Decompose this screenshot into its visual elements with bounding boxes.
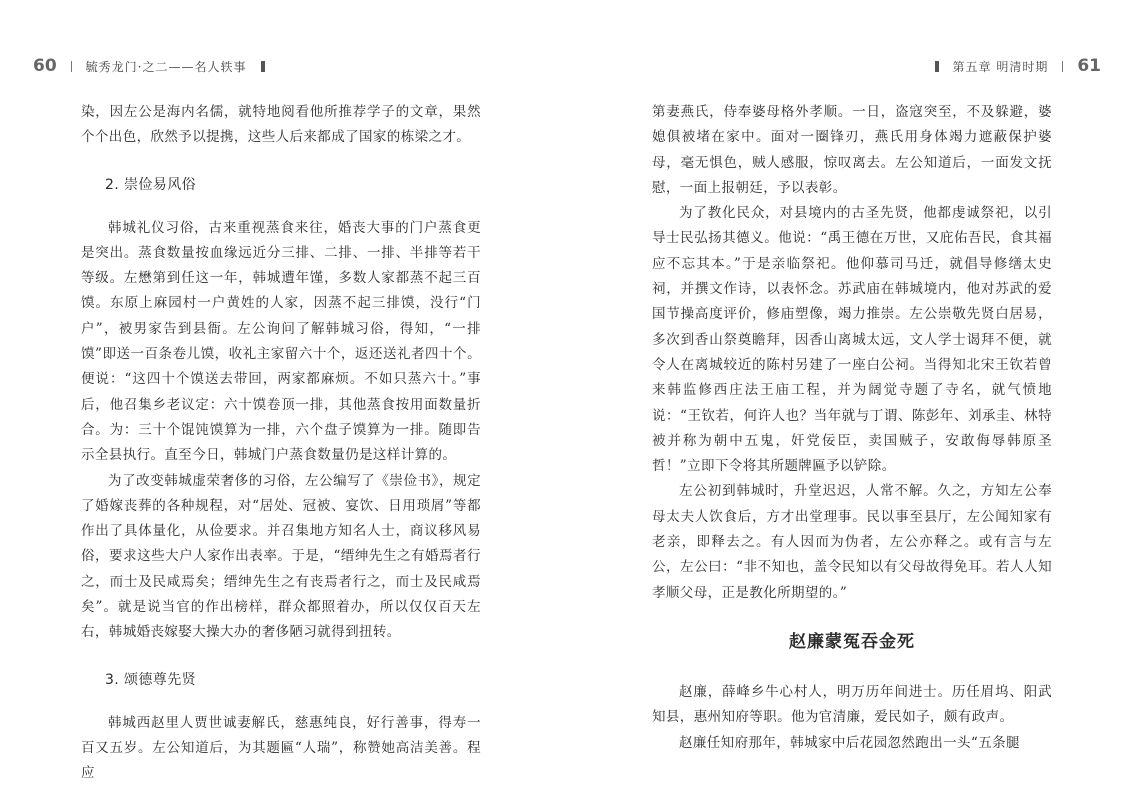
body-paragraph: 为了改变韩城虚荣奢侈的习俗，左公编写了《崇俭书》，规定了婚嫁丧葬的各种规程，对“居处、冠被、宴饮、日用琐屑”等都作出了具体量化，从俭要求。并召集地方知名人士，商议移风易俗，要求这些大户人家作出表率。于是，“缙绅先生之有婚焉者行之，而士及民咸焉矣；缙绅先生之有丧焉者行之，而士及民咸焉矣”。就是说当官的作出榜样，群众都照着办，所以仅仅百天左右，韩城婚丧嫁娶大操大办的奢侈陋习就得到扭转。 xyxy=(81,472,481,641)
body-paragraph: 韩城礼仪习俗，古来重视蒸食来往，婚丧大事的门户蒸食更是突出。蒸食数量按血缘远近分三排、二排、一排、半排等若干等级。左懋第到任这一年，韩城遭年馑，多数人家都蒸不起三百馍。东原上麻园村一户黄姓的人家，因蒸不起三排馍，没行“门户”，被男家告到县衙。左公询问了解韩城习俗，得知，“一排馍”即送一百条卷儿馍，收礼主家留六十个，返还送礼者四十个。便说：“这四十个馍送去带回，两家都麻烦。不如只蒸六十。”事后，他召集乡老议定：六十馍卷顶一排，其他蒸食按用面数量折合。为：三十个馄饨馍算为一排，六个盘子馍算为一排。随即告示全县执行。直至今日，韩城门户蒸食数量仍是这样计算的。 xyxy=(81,219,481,464)
header-separator xyxy=(71,61,72,72)
header-bar-mark xyxy=(935,61,939,72)
left-page-header xyxy=(33,54,279,78)
left-page-body xyxy=(81,100,481,787)
right-page xyxy=(566,0,1133,799)
running-title: 第五章 明清时期 xyxy=(952,59,1049,74)
section-heading: 3. 颂德尊先贤 xyxy=(105,671,197,688)
body-paragraph: 赵廉，薛峰乡牛心村人，明万历年间进士。历任眉坞、阳武知县，惠州知府等职。他为官清廉，爱民如子，颇有政声。 xyxy=(652,683,1052,726)
body-paragraph: 韩城西赵里人贾世诚妻解氏，慈惠纯良，好行善事，得寿一百又五岁。左公知道后，为其题匾“人瑞”，称赞她高洁美善。程应 xyxy=(81,714,481,782)
body-paragraph: 为了教化民众，对县境内的古圣先贤，他都虔诚祭祀，以引导士民弘扬其德义。他说：“禹王德在万世，又庇佑吾民，食其福应不忘其本。”于是亲临祭祀。他仰慕司马迁，就倡导修缮太史祠，并撰文作诗，以表怀念。苏武庙在韩城境内，他对苏武的爱国节操高度评价，修庙塑像，竭力推崇。左公崇敬先贤白居易，多次到香山祭奠瞻拜，因香山离城太远，文人学士谒拜不便，就令人在离城较近的陈村另建了一座白公祠。当得知北宋王钦若曾来韩监修西庄法王庙工程，并为阔觉寺题了寺名，就气愤地说：“王钦若，何许人也？当年就与丁谓、陈彭年、刘承圭、林特被并称为朝中五鬼，奸党佞臣，卖国贼子，安敢侮辱韩原圣哲！”立即下令将其所题牌匾予以铲除。 xyxy=(652,205,1052,475)
page-number: 60 xyxy=(33,56,57,76)
running-title: 毓秀龙门·之二——名人轶事 xyxy=(85,59,247,74)
page-number: 61 xyxy=(1077,56,1101,76)
section-heading: 2. 崇俭易风俗 xyxy=(105,176,197,193)
header-bar-mark xyxy=(261,61,265,72)
body-paragraph: 第妻燕氏，侍奉婆母格外孝顺。一日，盗寇突至，不及躲避，婆媳俱被堵在家中。面对一圈锋刃，燕氏用身体竭力遮蔽保护婆母，毫无惧色，贼人感服，惊叹离去。左公知道后，一面发文抚慰，一面上报朝廷，予以表彰。 xyxy=(652,104,1052,196)
continuation-paragraph: 染，因左公是海内名儒，就特地阅看他所推荐学子的文章，果然个个出色，欣然予以提携，这些人后来都成了国家的栋梁之才。 xyxy=(81,104,481,146)
right-page-body xyxy=(652,100,1052,756)
left-page xyxy=(0,0,566,799)
right-page-header xyxy=(921,54,1102,78)
body-paragraph: 赵廉任知府那年，韩城家中后花园忽然跑出一头“五条腿 xyxy=(679,734,1020,751)
section-title: 赵廉蒙冤吞金死 xyxy=(789,631,915,652)
header-separator xyxy=(1062,61,1063,72)
body-paragraph: 左公初到韩城时，升堂迟迟，人常不解。久之，方知左公奉母太夫人饮食后，方才出堂理事。民以事至县厅，左公闻知家有老亲，即释去之。有人因而为伪者，左公亦释之。或有言与左公，左公曰：“非不知也，盖令民知以有父母故得免耳。若人人知孝顺父母，正是教化所期望的。” xyxy=(652,483,1052,601)
